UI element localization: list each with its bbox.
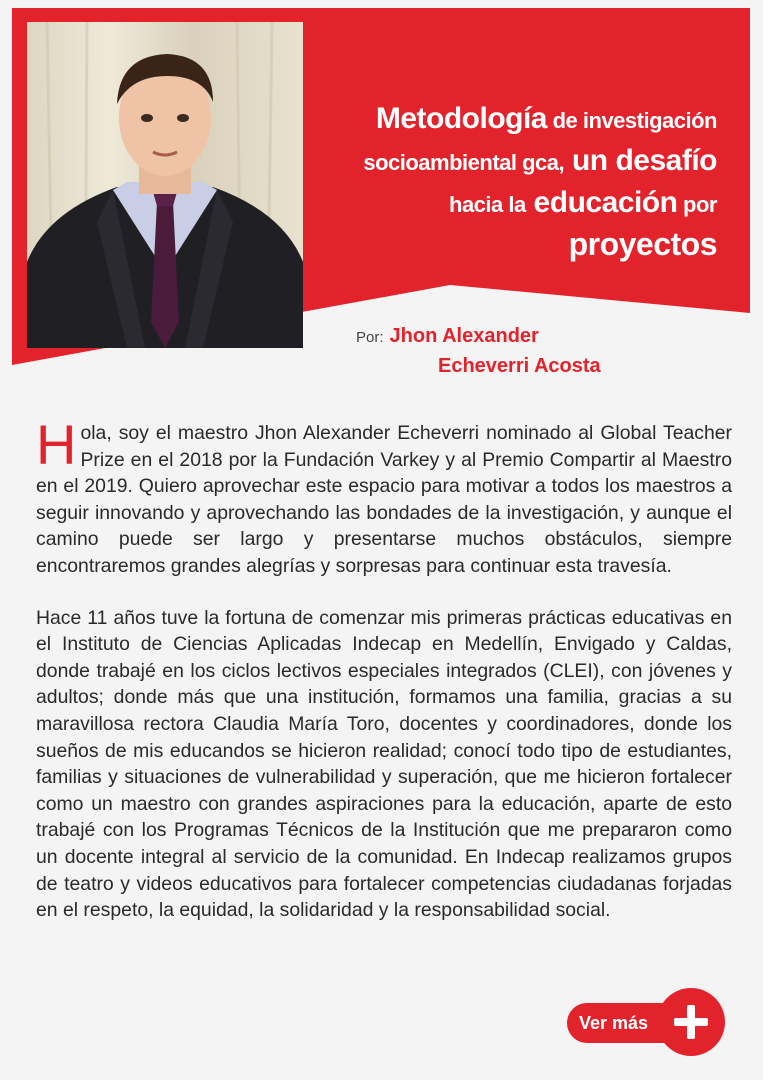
drop-cap: H — [36, 413, 77, 476]
title-fragment: por — [677, 192, 717, 217]
title-line-3 — [277, 184, 717, 226]
paragraph-1-text: ola, soy el maestro Jhon Alexander Echeverri nominado al Global Teacher Prize en el 2018 por la Fundación Varkey y al Premio Compartir al Maestro en el 2019. Quiero aprovechar este espacio para motivar a todos los maestros a seguir innovando y aprovechando las bondades de la investigación, y aunque el camino puede ser largo y presentarse muchos obstáculos, siempre encontraremos grandes alegrías y sorpresas para continuar esta travesía. — [36, 422, 732, 577]
article-body — [36, 413, 732, 949]
author-photo — [27, 22, 303, 348]
title-fragment: socioambiental gca, — [363, 150, 565, 175]
title-fragment: de investigación — [547, 108, 717, 133]
plus-icon[interactable] — [657, 988, 725, 1056]
article-paragraph-2: Hace 11 años tuve la fortuna de comenzar mis primeras prácticas educativas en el Instituto de Ciencias Aplicadas Indecap en Medellín, Envigado y Caldas, donde trabajé en los ciclos lectivos especiales integrados (CLEI), con jóvenes y adultos; donde más que una institución, formamos una familia, gracias a su maravillosa rectora Claudia María Toro, docentes y coordinadores, donde los sueños de mis educandos se hicieron realidad; conocí todo tipo de estudiantes, familias y situaciones de vulnerabilidad y superación, que me hicieron fortalecer como un maestro con grandes aspiraciones para la educación, aparte de esto trabajé con los Programas Técnicos de la Institución que me prepararon como un docente integral al servicio de la comunidad. En Indecap realizamos grupos de teatro y videos educativos para fortalecer competencias ciudadanas forjadas en el respeto, la equidad, la solidaridad y la responsabilidad social. — [36, 606, 732, 922]
title-line-4 — [277, 226, 717, 269]
title-fragment: un desafío — [564, 144, 717, 177]
title-fragment: proyectos — [568, 226, 717, 262]
ver-mas-label: Ver más — [579, 1013, 649, 1033]
article-paragraph-1 — [36, 413, 732, 580]
author-byline — [356, 322, 601, 380]
author-name-line2: Echeverri Acosta — [438, 355, 601, 377]
title-fragment: educación — [525, 186, 678, 219]
byline-prefix: Por: — [356, 329, 384, 346]
title-line-2 — [277, 142, 717, 184]
title-line-1 — [277, 100, 717, 142]
article-title — [277, 100, 717, 269]
author-name-line1: Jhon Alexander — [389, 325, 539, 347]
title-fragment: hacia la — [449, 192, 526, 217]
title-fragment: Metodología — [375, 102, 547, 135]
